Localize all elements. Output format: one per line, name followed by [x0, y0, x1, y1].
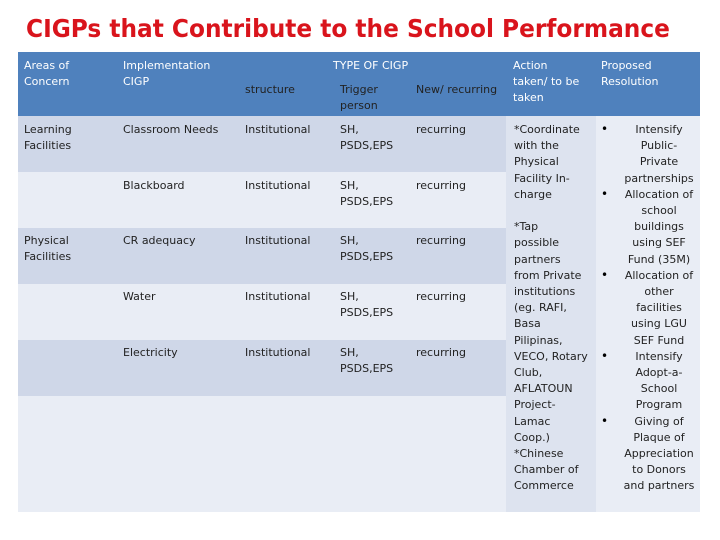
- header-resolution: Proposed Resolution: [601, 59, 659, 88]
- row-recurring: recurring: [416, 290, 466, 303]
- resolution-item: [597, 122, 695, 187]
- header-new-recurring: New/ recurring: [416, 83, 498, 96]
- row-recurring: recurring: [416, 346, 466, 359]
- row-trigger: SH, PSDS,EPS: [340, 123, 394, 152]
- bullet-icon: •: [601, 122, 609, 136]
- row-structure: Institutional: [245, 290, 311, 303]
- row-cigp: CR adequacy: [123, 234, 196, 247]
- row-recurring: recurring: [416, 234, 466, 247]
- row-cigp: Classroom Needs: [123, 123, 219, 136]
- row-trigger: SH, PSDS,EPS: [340, 290, 394, 319]
- header-action: Action taken/ to be taken: [513, 59, 580, 104]
- bullet-icon: •: [601, 348, 609, 363]
- resolution-item: [597, 268, 695, 349]
- resolution-item: [597, 187, 695, 268]
- row-structure: Institutional: [245, 234, 311, 247]
- resolution-text: Intensify Adopt-a- School Program: [635, 349, 683, 412]
- row-trigger: SH, PSDS,EPS: [340, 346, 394, 375]
- row-trigger: SH, PSDS,EPS: [340, 179, 394, 208]
- resolution-text: Allocation of other facilities using LGU SEF Fund: [624, 268, 694, 347]
- resolution-text: Intensify Public- Private partnerships: [624, 123, 694, 185]
- row-structure: Institutional: [245, 123, 311, 136]
- row-structure: Institutional: [245, 179, 311, 192]
- row-cigp: Water: [123, 290, 156, 303]
- bullet-icon: •: [601, 267, 609, 282]
- area-learning: Learning Facilities: [24, 123, 72, 152]
- resolution-item: [597, 414, 695, 495]
- header-type-group: TYPE OF CIGP: [333, 59, 409, 72]
- page-title: CIGPs that Contribute to the School Performance: [26, 14, 670, 43]
- area-physical: Physical Facilities: [24, 234, 72, 263]
- bullet-icon: •: [601, 413, 609, 428]
- header-structure: structure: [245, 83, 295, 96]
- row-cigp: Blackboard: [123, 179, 185, 192]
- row-recurring: recurring: [416, 179, 466, 192]
- row-trigger: SH, PSDS,EPS: [340, 234, 394, 263]
- header-implementation: Implementation CIGP: [123, 59, 211, 88]
- resolution-text: Allocation of school buildings using SEF Fund (35M): [624, 187, 694, 266]
- header-trigger: Trigger person: [340, 83, 378, 112]
- resolution-text: Giving of Plaque of Appreciation to Donors and partners: [623, 414, 695, 493]
- action-text: *Coordinate with the Physical Facility In- charge *Tap possible partners from Private institutions (eg. RAFI, Basa Pilipinas, VECO, Rotary Club, AFLATOUN Project- Lamac Coop.) *Chinese Chamber of Commerce: [514, 123, 588, 493]
- resolution-item: [597, 349, 695, 414]
- row-recurring: recurring: [416, 123, 466, 136]
- header-areas: Areas of Concern: [24, 59, 70, 88]
- resolution-list: [597, 122, 695, 495]
- row-structure: Institutional: [245, 346, 311, 359]
- row-cigp: Electricity: [123, 346, 178, 359]
- bullet-icon: •: [601, 186, 609, 201]
